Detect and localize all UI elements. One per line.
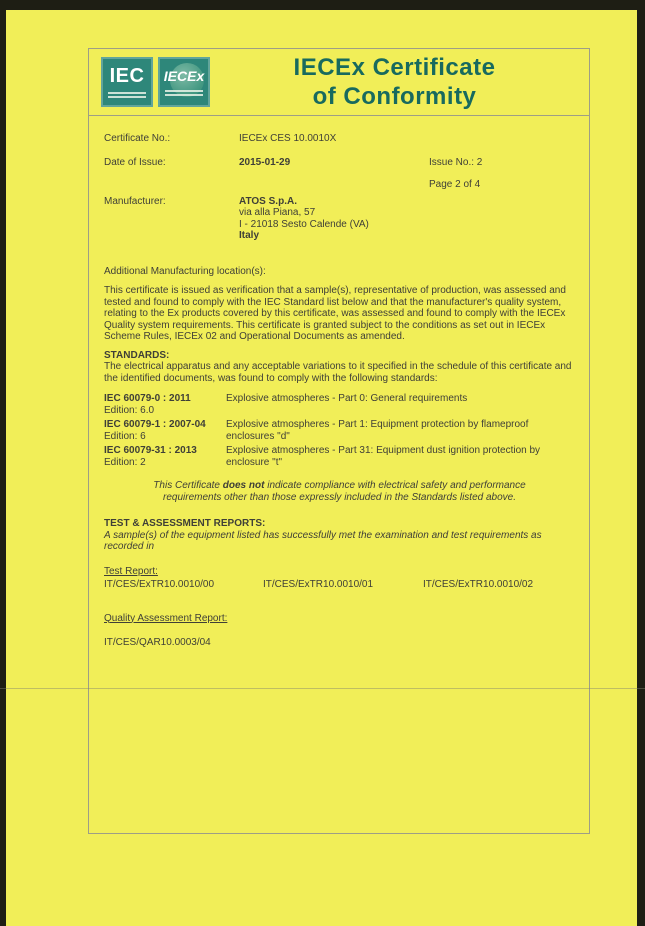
standard-description: Explosive atmospheres - Part 1: Equipment protection by flameproof enclosures "d" [226, 419, 529, 442]
manufacturer-name: ATOS S.p.A. [239, 195, 297, 207]
date-of-issue-label: Date of Issue: [104, 156, 166, 168]
manufacturer-row [104, 196, 575, 242]
certificate-title-line1: IECEx Certificate [293, 54, 496, 81]
test-reports-heading: TEST & ASSESSMENT REPORTS: [104, 518, 266, 529]
certificate-title [210, 53, 579, 111]
standard-edition: Edition: 2 [104, 456, 146, 468]
standard-description: Explosive atmospheres - Part 0: General requirements [226, 393, 468, 404]
manufacturer-address [239, 196, 429, 242]
certificate-frame [88, 48, 590, 834]
disclaimer-emphasis: does not [222, 480, 265, 491]
verification-paragraph: This certificate is issued as verification that a sample(s), representative of production, was assessed and tested and found to comply with the IEC Standard list below and that the manufacturer's quality system, relating to the Ex products covered by this certificate, was assessed and found to comply with the IECEx Quality system requirements. This certificate is granted subject to the conditions as set out in IECEx Scheme Rules, IECEx 02 and Operational Documents as amended. [104, 285, 566, 342]
scan-fold-line [0, 688, 645, 689]
test-report-label: Test Report: [104, 565, 158, 577]
standard-code: IEC 60079-31 : 2013 [104, 445, 197, 456]
page-number-row [104, 179, 575, 191]
page-number: Page 2 of 4 [429, 179, 481, 190]
iec-logo-lines [108, 90, 146, 98]
standards-list [104, 393, 575, 468]
certificate-content [89, 116, 589, 649]
test-reports-intro: A sample(s) of the equipment listed has successfully met the examination and test requirements as recorded in [104, 529, 542, 552]
test-report-number: IT/CES/ExTR10.0010/01 [263, 579, 374, 590]
disclaimer-post: indicate compliance with electrical safety and performance requirements other than those expressly included in the Standards listed above. [163, 480, 526, 503]
standard-item [104, 393, 575, 416]
certificate-title-line2: of Conformity [312, 83, 477, 110]
test-report-numbers [104, 579, 575, 591]
certificate-number-row [104, 133, 575, 145]
paper-background [6, 10, 637, 926]
quality-report-label: Quality Assessment Report: [104, 612, 228, 624]
certificate-header [89, 49, 589, 116]
additional-locations-label: Additional Manufacturing location(s): [104, 265, 266, 277]
standard-item [104, 445, 575, 468]
standard-edition: Edition: 6.0 [104, 404, 155, 416]
test-report-number: IT/CES/ExTR10.0010/02 [423, 579, 534, 590]
date-of-issue-value: 2015-01-29 [239, 156, 291, 168]
date-of-issue-row [104, 157, 575, 169]
manufacturer-address2: I - 21018 Sesto Calende (VA) [239, 218, 369, 230]
iecex-logo-icon [158, 57, 210, 107]
disclaimer-pre: This Certificate [153, 480, 223, 491]
test-report-number: IT/CES/ExTR10.0010/00 [104, 579, 215, 590]
logo-strip [101, 57, 210, 107]
standards-heading: STANDARDS: [104, 349, 170, 361]
standard-item [104, 419, 575, 442]
standard-code: IEC 60079-1 : 2007-04 [104, 419, 206, 430]
certificate-no-label: Certificate No.: [104, 133, 171, 144]
standards-intro: The electrical apparatus and any acceptable variations to it specified in the schedule of this certificate and the identified documents, was found to comply with the following standards: [104, 361, 572, 384]
manufacturer-country: Italy [239, 230, 260, 241]
disclaimer-note [104, 480, 575, 503]
issue-no: Issue No.: 2 [429, 156, 483, 168]
iecex-logo-text: IECEx [163, 68, 205, 84]
iec-logo-text: IEC [109, 65, 145, 87]
standard-description: Explosive atmospheres - Part 31: Equipment dust ignition protection by enclosure "t" [226, 445, 541, 468]
quality-report-number: IT/CES/QAR10.0003/04 [104, 637, 211, 648]
certificate-no-value: IECEx CES 10.0010X [239, 133, 337, 144]
manufacturer-address1: via alla Piana, 57 [239, 207, 316, 218]
standard-code: IEC 60079-0 : 2011 [104, 393, 191, 404]
manufacturer-label: Manufacturer: [104, 195, 166, 207]
standard-edition: Edition: 6 [104, 430, 146, 442]
iecex-logo-lines [165, 88, 203, 96]
iec-logo-icon [101, 57, 153, 107]
